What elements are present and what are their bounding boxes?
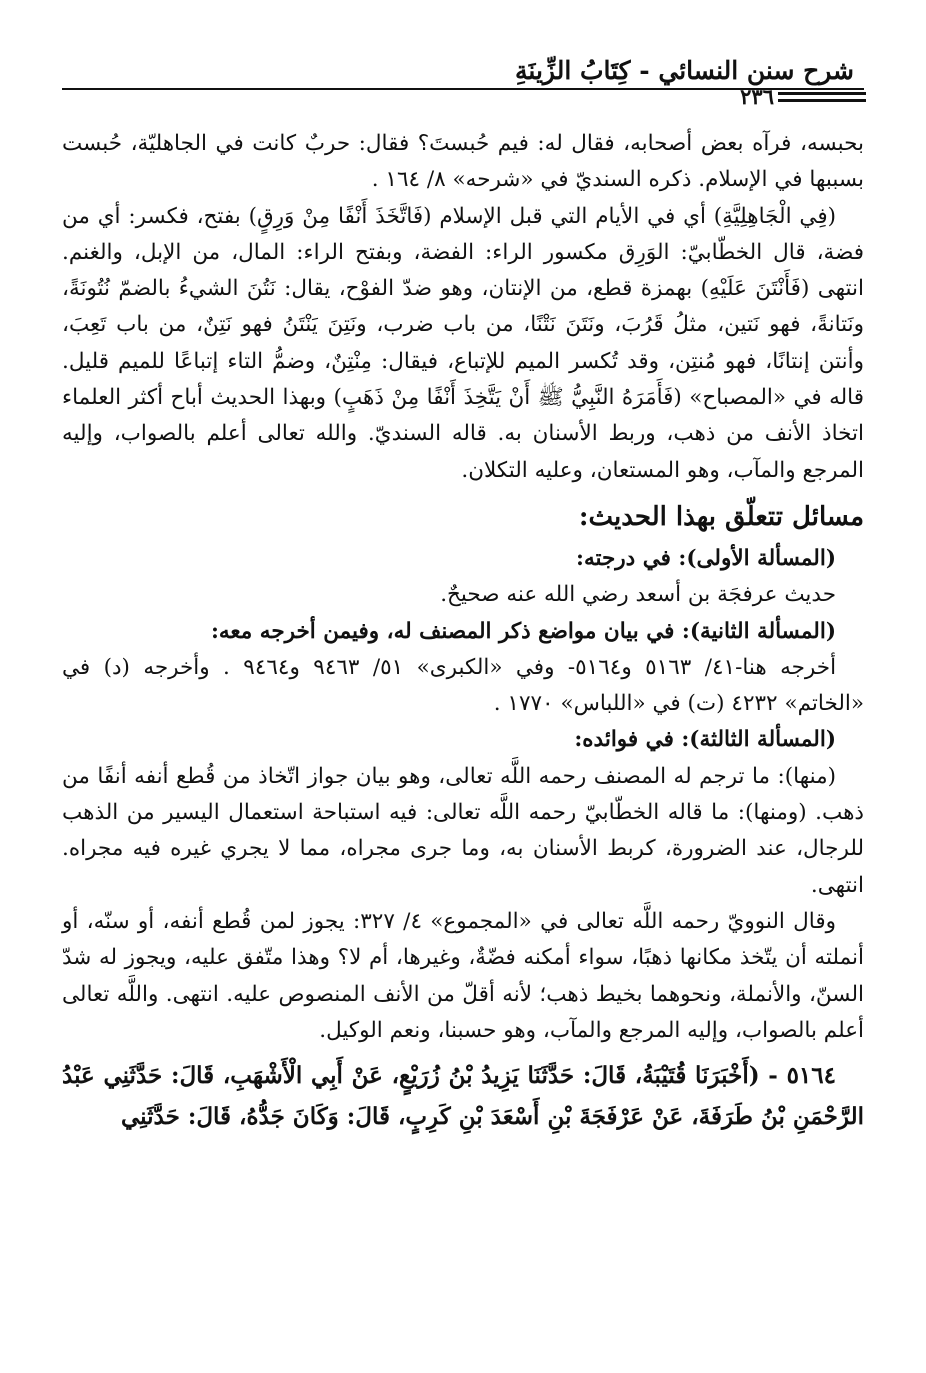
hadith-text: ٥١٦٤ - (أَخْبَرَنَا قُتَيْبَةُ، قَالَ: حَدَّثَنَا يَزِيدُ بْنُ زُرَيْعٍ، عَنْ أَبِي الْأَشْهَبِ، قَالَ: حَدَّثَنِي عَبْدُ الرَّحْمَنِ بْنُ طَرَفَةَ، عَنْ عَرْفَجَةَ بْنِ أَسْعَدَ بْنِ كَرِبٍ، قَالَ: وَكَانَ جَدُّهُ، قَالَ: حَدَّثَنِي [62, 1062, 864, 1131]
bar [778, 99, 866, 102]
question-2-text: أخرجه هنا-٤١/ ٥١٦٣ و٥١٦٤- وفي «الكبرى» ٥١/ ٩٤٦٣ و٩٤٦٤ . وأخرجه (د) في «الخاتم» ٤٢٣٢ (ت) في «اللباس» ١٧٧٠ . [62, 654, 864, 717]
paragraph-2: (فِي الْجَاهِلِيَّةِ) أي في الأيام التي قبل الإسلام (فَاتَّخَذَ أَنْفًا مِنْ وَرِقٍ) بفتح، فكسر: أي من فضة، قال الخطّابيّ: الوَرِق مكسور الراء: الفضة، وبفتح الراء: المال، من الإبل، والغنم. انتهى (فَأَنْتَنَ عَلَيْهِ) بهمزة قطع، من الإنتان، وهو ضدّ الفوْح، يقال: نَتُنَ الشيءُ بالضمّ نُتُونَةً، ونَتانةً، فهو نَتين، مثلُ قَرُبَ، ونَتَنَ نَتْنًا، من باب ضرب، ونَتِنَ يَنْتَنُ فهو نَتِنٌ، من باب تَعِبَ، وأنتن إنتانًا، فهو مُنتِن، وقد تُكسر الميم للإتباع، فيقال: مِنْتِنٌ، وضمُّ التاء إتباعًا للميم قليل. قاله في «المصباح» (فَأَمَرَهُ النَّبِيُّ ﷺ أَنْ يَتَّخِذَ أَنْفًا مِنْ ذَهَبٍ) وبهذا الحديث أباح أكثر العلماء اتخاذ الأنف من ذهب، وربط الأسنان به. قاله السنديّ. والله تعالى أعلم بالصواب، وإليه المرجع والمآب، وهو المستعان، وعليه التكلان. [62, 203, 864, 483]
page-number-bars [778, 92, 866, 106]
body-text [62, 126, 864, 1137]
question-1-text: حديث عرفجَة بن أسعد رضي الله عنه صحيحٌ. [440, 582, 836, 608]
question-3-heading: (المسألة الثالثة): في فوائده: [574, 727, 836, 753]
section-title: مسائل تتعلّق بهذا الحديث: [578, 501, 864, 532]
running-title: شرح سنن النسائي - كِتَابُ الزِّينَةِ [515, 56, 854, 85]
question-1-heading: (المسألة الأولى): في درجته: [576, 545, 836, 571]
page-number: ٢٣٦ [740, 84, 774, 109]
question-2-heading: (المسألة الثانية): في بيان مواضع ذكر المصنف له، وفيمن أخرجه معه: [210, 618, 836, 644]
bar [778, 92, 866, 95]
paragraph-1: بحبسه، فرآه بعض أصحابه، فقال له: فيم حُبستَ؟ فقال: حربٌ كانت في الجاهليّة، حُبست بسببها في الإسلام. ذكره السنديّ في «شرحه» ٨/ ١٦٤ . [62, 131, 864, 193]
nawawi-quote: وقال النوويّ رحمه اللَّه تعالى في «المجموع» ٤/ ٣٢٧: يجوز لمن قُطع أنفه، أو سنّه، أو أنملته أن يتّخذ مكانها ذهبًا، سواء أمكنه فضّةٌ، وغيرها، أم لا؟ وهذا متّفق عليه، ويجوز له شدّ السنّ، والأنملة، ونحوهما بخيط ذهب؛ لأنه أقلّ من الأنف المنصوص عليه. انتهى. واللَّه تعالى أعلم بالصواب، وإليه المرجع والمآب، وهو حسبنا، ونعم الوكيل. [62, 908, 864, 1043]
question-3-text: (منها): ما ترجم له المصنف رحمه اللَّه تعالى، وهو بيان جواز اتّخاذ من قُطع أنفه أنفًا من ذهب. (ومنها): ما قاله الخطّابيّ رحمه اللَّه تعالى: فيه استباحة استعمال اليسير من الذهب للرجال، عند الضرورة، كربط الأسنان به، وما جرى مجراه، مما لا يجري غيره فيه مجراه. انتهى. [62, 763, 864, 898]
